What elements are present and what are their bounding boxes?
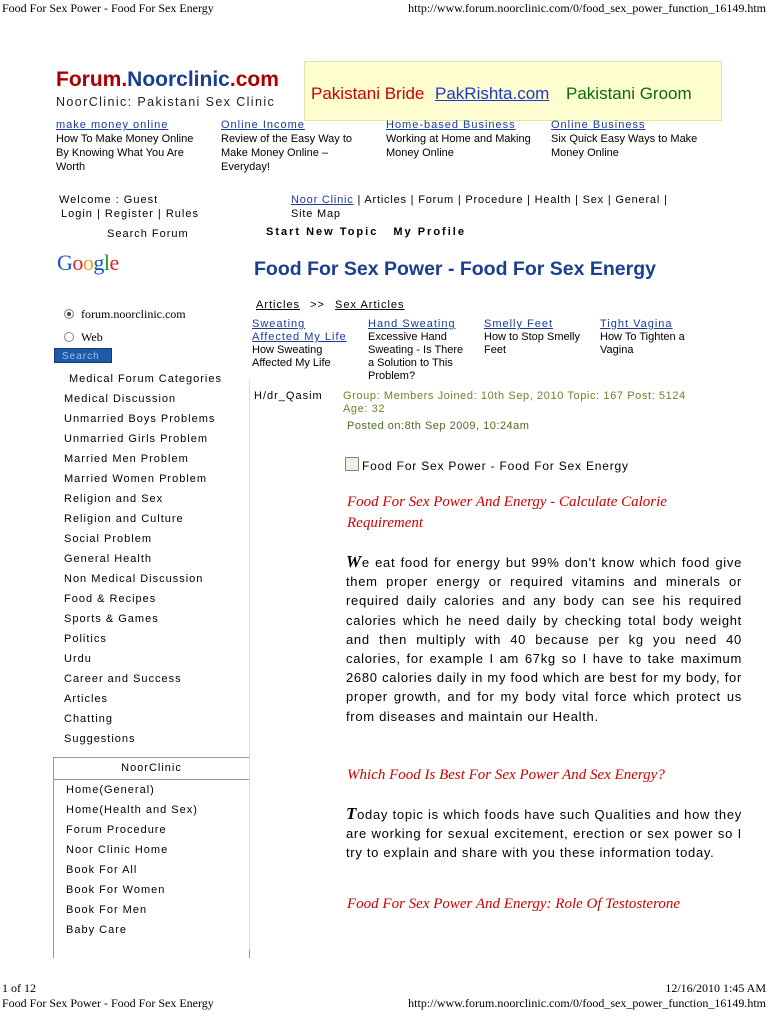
- pakrishta-banner[interactable]: [304, 61, 722, 121]
- register-link[interactable]: Register: [104, 208, 154, 220]
- breadcrumb-articles[interactable]: Articles: [256, 299, 301, 311]
- article-text-line: How Sweating: [252, 344, 323, 356]
- article-heading[interactable]: Tight Vagina: [600, 318, 673, 330]
- categories-heading: Medical Forum Categories: [69, 373, 222, 385]
- category-item[interactable]: Politics: [64, 633, 107, 645]
- nav-site-map[interactable]: Site Map: [291, 208, 341, 220]
- my-profile-link[interactable]: My Profile: [393, 226, 466, 238]
- print-footer-datetime: 12/16/2010 1:45 AM: [665, 981, 766, 995]
- ad-text-line: Make Money Online –: [221, 147, 328, 159]
- google-logo-letter: o: [82, 250, 94, 275]
- article-text-line: Feet: [484, 344, 507, 356]
- category-item[interactable]: Unmarried Boys Problems: [64, 413, 216, 425]
- welcome-guest: Welcome : Guest: [59, 194, 159, 206]
- noorclinic-link[interactable]: Book For Women: [66, 884, 166, 896]
- post-header-title: Food For Sex Power - Food For Sex Energy: [362, 459, 629, 473]
- related-article-hand-sweating[interactable]: [368, 318, 486, 383]
- ad-heading[interactable]: make money online: [56, 119, 169, 131]
- ad-text-line: Worth: [56, 161, 86, 173]
- drop-cap: T: [346, 804, 358, 823]
- article-text-line: Sweating - Is There: [368, 344, 464, 356]
- ad-text-line: Money Online: [551, 147, 619, 159]
- post-header: [345, 457, 629, 473]
- ad-make-money-online[interactable]: [56, 118, 221, 174]
- ad-online-business[interactable]: [551, 118, 721, 160]
- ad-text-line: Everyday!: [221, 161, 270, 173]
- radio-web-label: Web: [81, 330, 103, 344]
- noorclinic-link[interactable]: Book For All: [66, 864, 138, 876]
- breadcrumb-separator: >>: [310, 299, 325, 311]
- article-heading[interactable]: Sweating: [252, 318, 306, 330]
- radio-selected-icon[interactable]: [64, 309, 74, 319]
- category-item[interactable]: Food & Recipes: [64, 593, 157, 605]
- article-heading[interactable]: Smelly Feet: [484, 318, 554, 330]
- ad-text-line: Working at Home and Making: [386, 133, 531, 145]
- author-age: Age: 32: [343, 403, 386, 415]
- print-footer-page: 1 of 12: [2, 981, 36, 995]
- category-item[interactable]: General Health: [64, 553, 152, 565]
- category-item[interactable]: Religion and Culture: [64, 513, 184, 525]
- search-forum-label: Search Forum: [107, 228, 189, 240]
- related-article-sweating[interactable]: [252, 318, 370, 370]
- post-author[interactable]: H/dr_Qasim: [254, 390, 323, 402]
- ad-heading[interactable]: Online Business: [551, 119, 646, 131]
- category-item[interactable]: Urdu: [64, 653, 92, 665]
- category-item[interactable]: Unmarried Girls Problem: [64, 433, 209, 445]
- paragraph-text: e eat food for energy but 99% don't know which food give them proper energy or required vitamins and minerals or required daily calories and any body can see his required calories which he need daily by checking total body weight and then multiply with 40 because per kg you need 40 calories, for example I am 67kg so I have to take maximum 2680 calories daily in my food which are best for my body, for proper growth, and for my body vital force which protect us from diseases and maintain our Health.: [346, 555, 742, 724]
- section-heading-line: Food For Sex Power And Energy - Calculate Calorie: [347, 494, 667, 510]
- article-text-line: Vagina: [600, 344, 634, 356]
- post-paragraph-1: [346, 552, 742, 726]
- banner-pakrishta: PakRishta.com: [435, 84, 550, 103]
- google-logo: [57, 250, 119, 276]
- noorclinic-link-list: [54, 780, 249, 940]
- breadcrumb-sex-articles[interactable]: Sex Articles: [335, 299, 405, 311]
- post-paragraph-2: [346, 804, 742, 863]
- ad-text-line: Six Quick Easy Ways to Make: [551, 133, 698, 145]
- category-item[interactable]: Medical Discussion: [64, 393, 177, 405]
- noorclinic-link[interactable]: Book For Men: [66, 904, 148, 916]
- category-item[interactable]: Suggestions: [64, 733, 136, 745]
- ad-text-line: Review of the Easy Way to: [221, 133, 353, 145]
- noorclinic-link[interactable]: Forum Procedure: [66, 824, 167, 836]
- noorclinic-link[interactable]: Home(General): [66, 784, 155, 796]
- separator: |: [153, 208, 166, 220]
- post-date: Posted on:8th Sep 2009, 10:24am: [347, 420, 530, 432]
- ad-text-line: By Knowing What You Are: [56, 147, 184, 159]
- author-stats: Group: Members Joined: 10th Sep, 2010 Topic: 167 Post: 5124: [343, 390, 686, 402]
- article-text-line: a Solution to This: [368, 357, 453, 369]
- related-article-tight-vagina[interactable]: [600, 318, 718, 357]
- noorclinic-link[interactable]: Baby Care: [66, 924, 127, 936]
- noorclinic-box-heading: NoorClinic: [54, 758, 249, 780]
- category-item[interactable]: Non Medical Discussion: [64, 573, 204, 585]
- noorclinic-box: [53, 757, 250, 958]
- ad-online-income[interactable]: [221, 118, 386, 174]
- category-item[interactable]: Career and Success: [64, 673, 182, 685]
- article-heading[interactable]: Affected My Life: [252, 331, 347, 343]
- print-header-url: http://www.forum.noorclinic.com/0/food_sex_power_function_16149.htm: [408, 1, 766, 15]
- category-item[interactable]: Social Problem: [64, 533, 152, 545]
- print-footer-url: http://www.forum.noorclinic.com/0/food_sex_power_function_16149.htm: [408, 996, 766, 1010]
- print-header-title: Food For Sex Power - Food For Sex Energy: [2, 1, 214, 15]
- ad-text-line: Money Online: [386, 147, 454, 159]
- noorclinic-link[interactable]: Noor Clinic Home: [66, 844, 169, 856]
- google-logo-letter: l: [103, 250, 110, 275]
- related-article-smelly-feet[interactable]: [484, 318, 602, 357]
- nav-noor-clinic[interactable]: Noor Clinic: [291, 194, 354, 206]
- article-heading[interactable]: Hand Sweating: [368, 318, 456, 330]
- section-heading-line: Requirement: [347, 515, 424, 531]
- author-info: [343, 390, 723, 416]
- sidebar-divider: [249, 380, 250, 950]
- print-footer-title: Food For Sex Power - Food For Sex Energy: [2, 996, 214, 1010]
- radio-unselected-icon[interactable]: [64, 332, 74, 342]
- site-logo-part-noorclinic: Noorclinic: [127, 68, 230, 91]
- google-logo-letter: e: [109, 250, 119, 275]
- ad-heading[interactable]: Online Income: [221, 119, 305, 131]
- category-item[interactable]: Married Women Problem: [64, 473, 208, 485]
- article-text-line: How To Tighten a: [600, 331, 685, 343]
- radio-web-search[interactable]: [64, 330, 103, 345]
- radio-site-label: forum.noorclinic.com: [81, 307, 186, 321]
- ad-home-based-business[interactable]: [386, 118, 551, 160]
- site-logo-part-com: .com: [229, 68, 279, 91]
- search-button[interactable]: Search: [54, 348, 112, 363]
- category-list: [64, 392, 215, 752]
- article-text-line: How to Stop Smelly: [484, 331, 580, 343]
- google-logo-letter: o: [72, 250, 83, 275]
- section-heading: Food For Sex Power And Energy: Role Of Testosterone: [347, 896, 681, 912]
- google-logo-letter: g: [93, 250, 104, 275]
- category-item[interactable]: Chatting: [64, 713, 113, 725]
- article-text-line: Problem?: [368, 370, 416, 382]
- category-item[interactable]: Articles: [64, 693, 109, 705]
- site-logo-part-forum: Forum.: [56, 68, 128, 91]
- login-link[interactable]: Login: [61, 208, 93, 220]
- calendar-icon: [345, 457, 359, 471]
- article-text-line: Affected My Life: [252, 357, 331, 369]
- site-logo[interactable]: [56, 68, 279, 92]
- section-heading: [347, 492, 747, 534]
- banner-bride: Pakistani Bride: [311, 84, 425, 103]
- noorclinic-link[interactable]: Home(Health and Sex): [66, 804, 198, 816]
- welcome-box: [59, 193, 199, 221]
- ad-text-line: How To Make Money Online: [56, 133, 194, 145]
- separator: |: [92, 208, 105, 220]
- breadcrumb: [256, 299, 405, 311]
- nav-links[interactable]: | Articles | Forum | Procedure | Health | Sex | General |: [357, 194, 668, 206]
- paragraph-text: oday topic is which foods have such Qualities and how they are working for sexual excitement, erection or sex power so I try to explain and share with you these information today.: [346, 807, 742, 861]
- article-text-line: Excessive Hand: [368, 331, 447, 343]
- banner-groom: Pakistani Groom: [566, 84, 692, 103]
- topic-actions: [266, 226, 466, 238]
- site-subtitle: NoorClinic: Pakistani Sex Clinic: [56, 95, 276, 109]
- category-item[interactable]: Sports & Games: [64, 613, 159, 625]
- rules-link[interactable]: Rules: [165, 208, 199, 220]
- top-navigation: [291, 193, 711, 221]
- drop-cap: W: [346, 552, 362, 571]
- google-logo-letter: G: [57, 250, 73, 275]
- category-item[interactable]: Married Men Problem: [64, 453, 189, 465]
- page-title: Food For Sex Power - Food For Sex Energy: [254, 258, 656, 280]
- start-new-topic-link[interactable]: Start New Topic: [266, 226, 379, 238]
- section-heading: Which Food Is Best For Sex Power And Sex Energy?: [347, 767, 665, 783]
- category-item[interactable]: Religion and Sex: [64, 493, 164, 505]
- ad-heading[interactable]: Home-based Business: [386, 119, 516, 131]
- radio-site-search[interactable]: [64, 307, 186, 322]
